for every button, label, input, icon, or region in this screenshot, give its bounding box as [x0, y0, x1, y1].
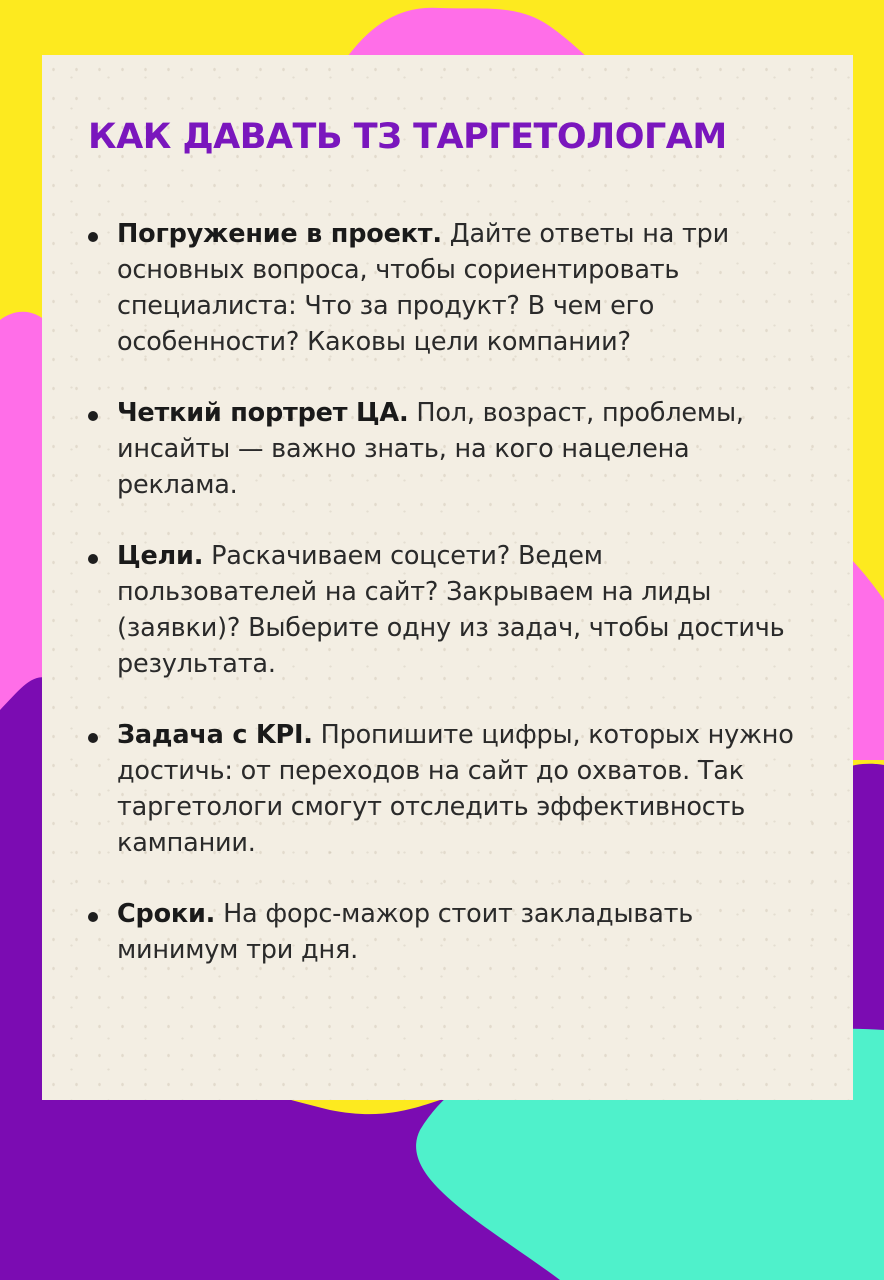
list-item: [88, 395, 808, 503]
list-item: [88, 538, 808, 682]
item-text: Пропишите цифры, которых нужно достичь: от переходов на сайт до охватов. Так таргетологи смогут отследить эффективность кампании.: [117, 720, 794, 858]
page-title: КАК ДАВАТЬ ТЗ ТАРГЕТОЛОГАМ: [88, 117, 727, 157]
item-heading: Цели.: [117, 541, 204, 571]
bullet-icon: [88, 733, 98, 743]
item-heading: Погружение в проект.: [117, 219, 442, 249]
bullet-icon: [88, 411, 98, 421]
item-heading: Четкий портрет ЦА.: [117, 398, 409, 428]
item-text: Раскачиваем соцсети? Ведем пользователей на сайт? Закрываем на лиды (заявки)? Выберите одну из задач, чтобы достичь результата.: [117, 541, 785, 679]
list-item: [88, 896, 808, 968]
item-text: На форс-мажор стоит закладывать минимум три дня.: [117, 899, 694, 965]
item-text: Пол, возраст, проблемы, инсайты — важно знать, на кого нацелена реклама.: [117, 398, 744, 500]
bullet-icon: [88, 232, 98, 242]
list-item: [88, 717, 808, 861]
bullet-icon: [88, 912, 98, 922]
item-text: Дайте ответы на три основных вопроса, чтобы сориентировать специалиста: Что за продукт? В чем его особенности? Каковы цели компании?: [117, 219, 730, 357]
tips-list: [88, 216, 808, 1003]
list-item: [88, 216, 808, 360]
item-heading: Сроки.: [117, 899, 216, 929]
item-heading: Задача с KPI.: [117, 720, 313, 750]
bullet-icon: [88, 554, 98, 564]
